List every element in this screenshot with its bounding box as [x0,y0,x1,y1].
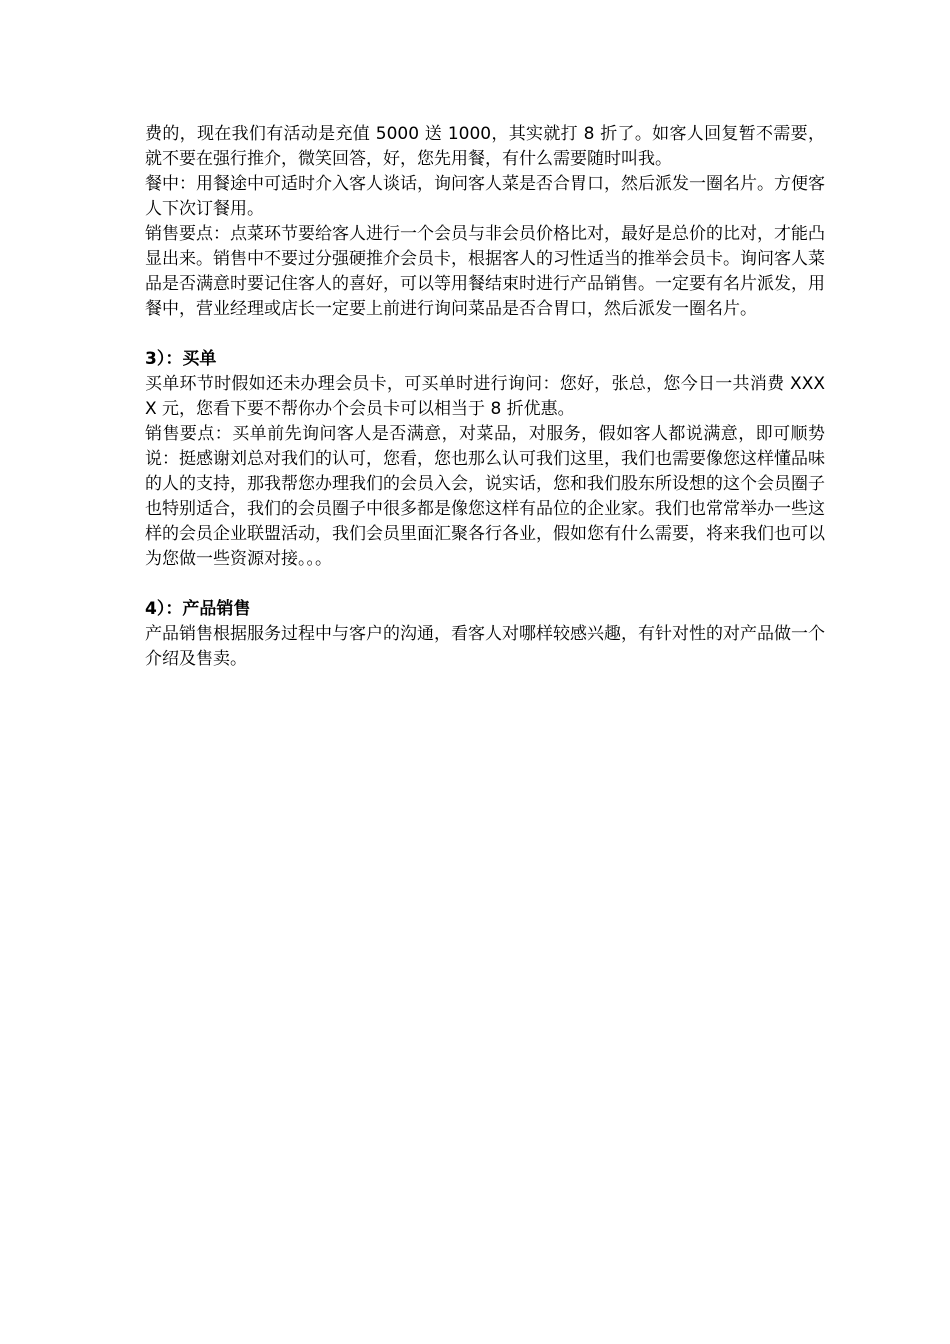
section-gap [145,322,825,347]
paragraph-checkout: 买单环节时假如还未办理会员卡，可买单时进行询问：您好，张总，您今日一共消费 XXXX 元，您看下要不帮你办个会员卡可以相当于 8 折优惠。 [145,374,825,419]
paragraph-sales-points-checkout: 销售要点：买单前先询问客人是否满意，对菜品，对服务，假如客人都说满意，即可顺势说：挺感谢刘总对我们的认可，您看，您也那么认可我们这里，我们也需要像您这样懂品味的人的支持，那我帮您办理我们的会员入会，说实话，您和我们股东所设想的这个会员圈子也特别适合，我们的会员圈子中很多都是像您这样有品位的企业家。我们也常常举办一些这样的会员企业联盟活动，我们会员里面汇聚各行各业，假如您有什么需要，将来我们也可以为您做一些资源对接。。。 [145,424,825,569]
document-page [145,122,825,672]
section-heading-product-sales: 4）：产品销售 [145,599,251,619]
paragraph-during-meal: 餐中：用餐途中可适时介入客人谈话，询问客人菜是否合胃口，然后派发一圈名片。方便客人下次订餐用。 [145,174,825,219]
paragraph-product-sales: 产品销售根据服务过程中与客户的沟通，看客人对哪样较感兴趣，有针对性的对产品做一个介绍及售卖。 [145,624,825,669]
paragraph-recharge-offer: 费的，现在我们有活动是充值 5000 送 1000，其实就打 8 折了。如客人回复暂不需要，就不要在强行推介，微笑回答，好，您先用餐，有什么需要随时叫我。 [145,124,825,169]
section-gap [145,572,825,597]
paragraph-sales-points-ordering: 销售要点：点菜环节要给客人进行一个会员与非会员价格比对，最好是总价的比对，才能凸显出来。销售中不要过分强硬推介会员卡，根据客人的习性适当的推举会员卡。询问客人菜品是否满意时要记住客人的喜好，可以等用餐结束时进行产品销售。一定要有名片派发，用餐中，营业经理或店长一定要上前进行询问菜品是否合胃口，然后派发一圈名片。 [145,224,825,319]
section-heading-checkout: 3）：买单 [145,349,217,369]
